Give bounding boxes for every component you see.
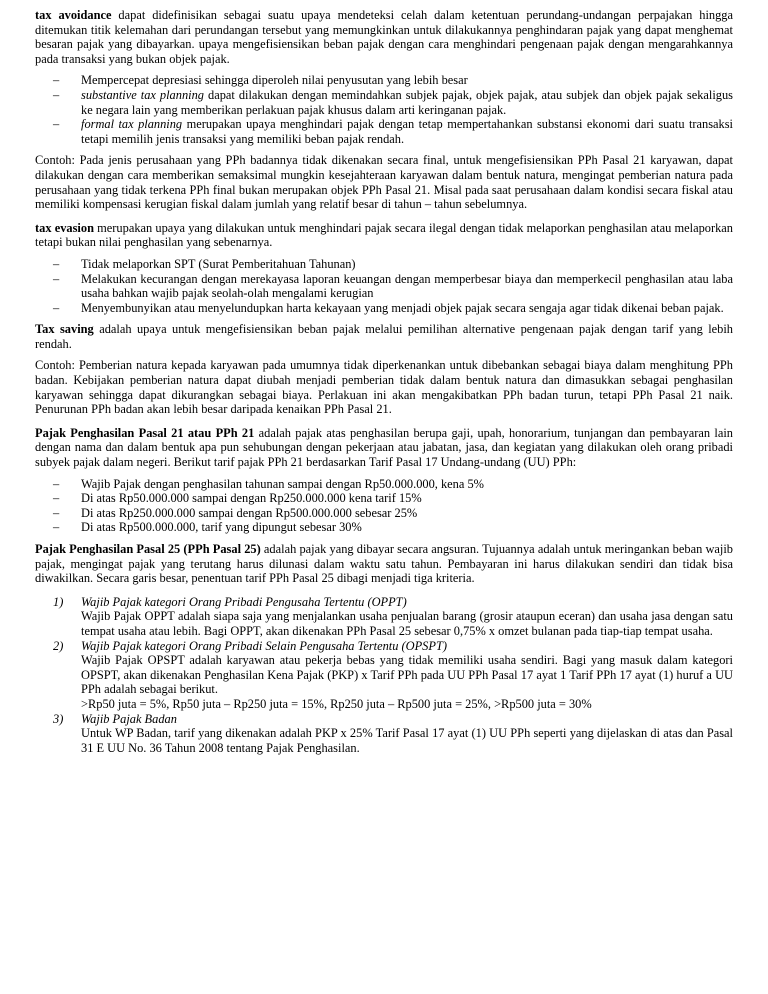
tax-saving-term: Tax saving: [35, 322, 94, 337]
tax-saving-example: Contoh: Pemberian natura kepada karyawan pada umumnya tidak diperkenankan untuk dibebankan sebagai biaya dalam menghitung PPh badan. Kebijakan pemberian natura dapat diubah menjadi pemberian tidak dalam bentuk natura dan dimasukkan sebagai penghasilan karyawan sehingga dapat dikurangkan sebagai biaya. Perlakuan ini akan mengakibatkan PPh badan turun, tetapi PPh Pasal 21 naik. Penurunan PPh badan akan lebih besar daripada kenaikan PPh Pasal 21.: [35, 358, 733, 417]
criteria-title: Wajib Pajak Badan: [81, 711, 177, 726]
list-number: 1): [53, 594, 64, 609]
dash-bullet: –: [53, 520, 60, 535]
list-item: [35, 595, 733, 639]
substantive-tax-planning-term: substantive tax planning: [81, 87, 204, 102]
tax-evasion-paragraph: tax evasion merupakan upaya yang dilakukan untuk menghindari pajak secara ilegal dengan tidak melaporkan penghasilan atau melaporkan tetapi bukan nilai penghasilan yang sebenarnya.: [35, 220, 733, 250]
tax-saving-paragraph: Tax saving adalah upaya untuk mengefisiensikan beban pajak melalui pemilihan alternative pengenaan pajak dengan tarif yang lebih rendah.: [35, 322, 733, 351]
dash-bullet: –: [53, 256, 60, 271]
list-item: – Menyembunyikan atau menyelundupkan harta kekayaan yang menjadi objek pajak secara sengaja agar tidak dikenai beban pajak.: [53, 300, 724, 315]
list-number: 3): [53, 711, 64, 726]
dash-bullet: –: [53, 505, 60, 520]
tax-evasion-list: [35, 257, 733, 315]
criteria-body: Wajib Pajak OPSPT adalah karyawan atau pekerja bebas yang tidak memiliki usaha sendiri. Bagi yang masuk dalam kategori OPSPT, akan dikenakan Penghasilan Kena Pajak (PKP) x Tarif PPh pada UU PPh Pasal 17 ayat 1 Tarif PPh 17 ayat (1) huruf a UU PPh adalah sebagai berikut.: [81, 653, 733, 697]
list-item: – Di atas Rp50.000.000 sampai dengan Rp250.000.000 kena tarif 15%: [53, 491, 422, 506]
criteria-title: Wajib Pajak kategori Orang Pribadi Pengusaha Tertentu (OPPT): [81, 594, 407, 609]
list-item: [35, 639, 733, 712]
criteria-body: Wajib Pajak OPPT adalah siapa saja yang menjalankan usaha penjualan barang (grosir ataupun eceran) dan usaha jasa dengan satu tempat usaha atau lebih. Bagi OPPT, akan dikenakan PPh Pasal 25 sebesar 0,75% x omzet bulanan pada tiap-tiap tempat usaha.: [81, 609, 733, 638]
list-item: – Wajib Pajak dengan penghasilan tahunan sampai dengan Rp50.000.000, kena 5%: [53, 476, 484, 491]
tax-avoidance-paragraph: [35, 8, 733, 66]
criteria-title: Wajib Pajak kategori Orang Pribadi Selain Pengusaha Tertentu (OPSPT): [81, 638, 447, 653]
tax-avoidance-example: Contoh: Pada jenis perusahaan yang PPh badannya tidak dikenakan secara final, untuk mengefisiensikan PPh Pasal 21 karyawan, dapat dilakukan dengan cara memberikan semaksimal mungkin kesejahteraan karyawan dalam bentuk natura, mengingat pemberian natura pada perusahaan yang tidak terkena PPh final bukan merupakan objek PPh Pasal 21. Misal pada saat perusahaan dalam kondisi secara fiskal atau memiliki kompensasi kerugian fiskal dalam jumlah yang relatif besar di tahun – tahun sebelumnya.: [35, 153, 733, 212]
dash-bullet: –: [53, 476, 60, 491]
list-item: – Tidak melaporkan SPT (Surat Pemberitahuan Tahunan): [53, 256, 356, 271]
tax-avoidance-list: [35, 73, 733, 146]
document-page: [35, 8, 733, 755]
tax-avoidance-text: dapat didefinisikan sebagai suatu upaya mendeteksi celah dalam ketentuan perundang-undangan perpajakan hingga ditemukan titik kelemahan dari perundangan tersebut yang memungkinkan untuk dilakukannya penghindaran pajak yang dapat menghemat besaran pajak yang dibayarkan. upaya mengefisiensikan beban pajak dengan cara menghindari pengenaan pajak dengan mengarahkannya pada transaksi yang bukan objek pajak.: [35, 8, 734, 66]
list-item: – formal tax planning merupakan upaya menghindari pajak dengan tetap mempertahankan substansi ekonomi dari suatu transaksi tetapi memilih jenis transaksi yang memiliki beban pajak rendah.: [53, 117, 734, 146]
dash-bullet: –: [53, 300, 60, 315]
pph21-paragraph: Pajak Penghasilan Pasal 21 atau PPh 21 adalah pajak atas penghasilan berupa gaji, upah, honorarium, tunjangan dan pembayaran lain dengan nama dan dalam bentuk apa pun sehubungan dengan pekerjaan atau jabatan, jasa, dan kegiatan yang dilakukan oleh orang pribadi subyek pajak dalam negeri. Berikut tarif pajak PPh 21 berdasarkan Tarif Pasal 17 Undang-undang (UU) PPh:: [35, 425, 733, 470]
dash-bullet: –: [53, 73, 60, 88]
tax-evasion-term: tax evasion: [35, 220, 94, 235]
dash-bullet: –: [53, 271, 60, 286]
pph25-criteria-list: [35, 595, 733, 756]
list-item: – substantive tax planning dapat dilakukan dengan memindahkan subjek pajak, objek pajak, atau subjek dan objek pajak sekaligus ke negara lain yang memberikan perlakuan pajak khusus dalam arti keringanan pajak.: [53, 87, 733, 117]
list-item: – Melakukan kecurangan dengan merekayasa laporan keuangan dengan memperbesar biaya dan memperkecil penghasilan atau laba usaha bahkan wajib pajak seolah-olah mengalami kerugian: [53, 271, 733, 301]
criteria-body: Untuk WP Badan, tarif yang dikenakan adalah PKP x 25% Tarif Pasal 17 ayat (1) UU PPh seperti yang dijelaskan di atas dan Pasal 31 E UU No. 36 Tahun 2008 tentang Pajak Penghasilan.: [81, 726, 733, 755]
list-item: – Di atas Rp250.000.000 sampai dengan Rp500.000.000 sebesar 25%: [53, 505, 418, 520]
list-item: [35, 712, 733, 756]
tax-avoidance-term: tax avoidance: [35, 8, 112, 22]
criteria-rates: >Rp50 juta = 5%, Rp50 juta – Rp250 juta = 15%, Rp250 juta – Rp500 juta = 25%, >Rp500 juta = 30%: [81, 696, 592, 711]
dash-bullet: –: [53, 87, 60, 102]
list-number: 2): [53, 638, 64, 653]
pph25-paragraph: Pajak Penghasilan Pasal 25 (PPh Pasal 25) adalah pajak yang dibayar secara angsuran. Tujuannya adalah untuk meringankan beban wajib pajak, mengingat pajak yang terutang harus dilunasi dalam waktu satu tahun. Pembayaran ini harus dilakukan sendiri dan tidak bisa diwakilkan. Secara garis besar, penentuan tarif PPh Pasal 25 dibagi menjadi tiga kriteria.: [35, 542, 733, 586]
dash-bullet: –: [53, 491, 60, 506]
pph21-term: Pajak Penghasilan Pasal 21 atau PPh 21: [35, 425, 255, 440]
list-item: – Mempercepat depresiasi sehingga diperoleh nilai penyusutan yang lebih besar: [53, 73, 468, 88]
pph21-rate-list: [35, 477, 733, 535]
list-item: – Di atas Rp500.000.000, tarif yang dipungut sebesar 30%: [53, 520, 362, 535]
pph25-term: Pajak Penghasilan Pasal 25 (PPh Pasal 25): [35, 542, 261, 556]
dash-bullet: –: [53, 117, 60, 132]
formal-tax-planning-term: formal tax planning: [81, 117, 183, 132]
